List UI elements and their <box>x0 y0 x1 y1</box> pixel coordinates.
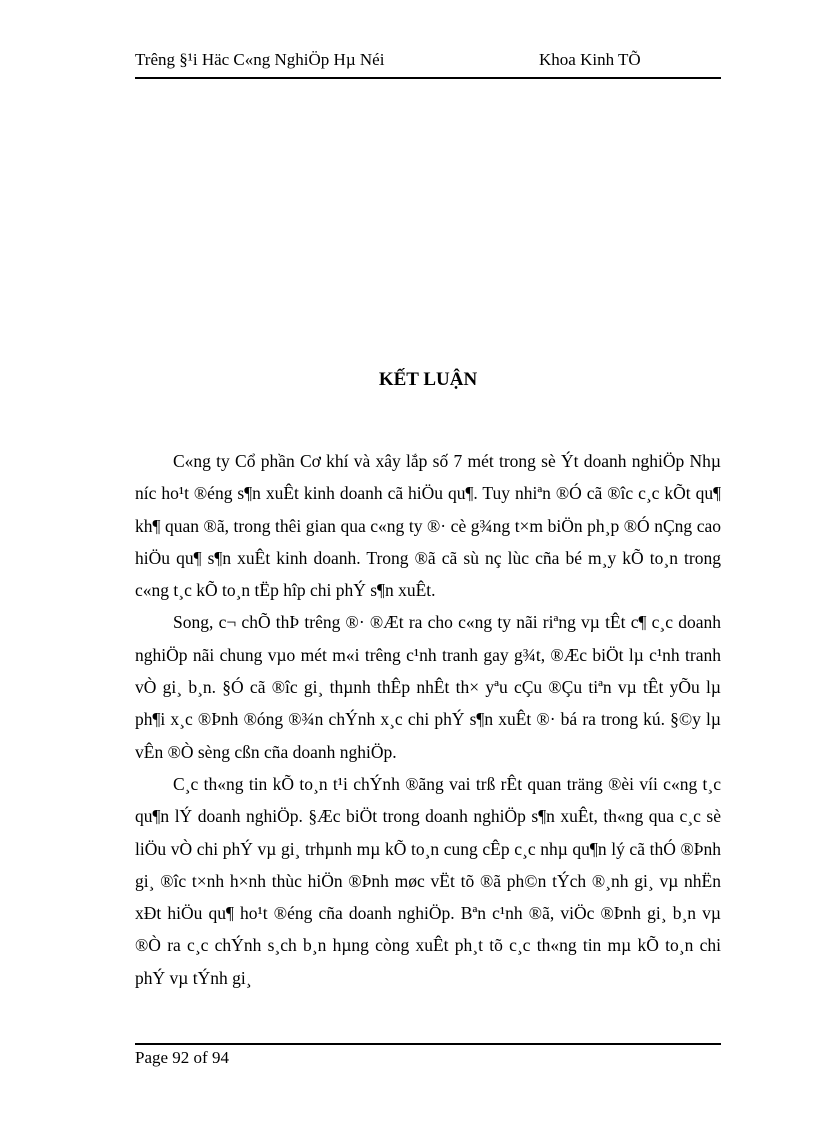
body-text <box>135 445 721 994</box>
header-department: Khoa Kinh TÕ <box>539 50 641 69</box>
paragraph: C¸c th«ng tin kÕ to¸n t¹i chÝnh ®ãng vai trß rÊt quan träng ®èi víi c«ng t¸c qu¶n lÝ doanh nghiÖp. §Æc biÖt trong doanh nghiÖp s¶n xuÊt, th«ng qua c¸c sè liÖu vÒ chi phÝ vµ gi¸ trhµnh mµ kÕ to¸n cung cÊp c¸c nhµ qu¶n lý cã thÓ ®Þnh gi¸ ®îc t×nh h×nh thùc hiÖn ®Þnh møc vËt tõ ®ã ph©n tÝch ®¸nh gi¸ vµ nhËn xÐt hiÖu qu¶ ho¹t ®éng cña doanh nghiÖp. Bªn c¹nh ®ã, viÖc ®Þnh gi¸ b¸n vµ ®Ò ra c¸c chÝnh s¸ch b¸n hµng còng xuÊt ph¸t tõ c¸c th«ng tin mµ kÕ to¸n chi phÝ vµ tÝnh gi¸ <box>135 773 721 988</box>
page-header <box>135 46 721 76</box>
section-title: KẾT LUẬN <box>378 369 478 390</box>
header-divider <box>135 77 721 79</box>
header-institution: Trêng §¹i Häc C«ng NghiÖp Hµ Néi <box>135 50 385 69</box>
paragraph: C«ng ty Cổ phần Cơ khí và xây lắp số 7 mét trong sè Ýt doanh nghiÖp Nhµ níc ho¹t ®éng s¶n xuÊt kinh doanh cã hiÖu qu¶. Tuy nhiªn ®Ó cã ®îc c¸c kÕt qu¶ kh¶ quan ®ã, trong thêi gian qua c«ng ty ®· cè g¾ng t×m biÖn ph¸p ®Ó nÇng cao hiÖu qu¶ s¶n xuÊt kinh doanh. Trong ®ã cã sù nç lùc cña bé m¸y kÕ to¸n trong c«ng t¸c kÕ to¸n tËp hîp chi phÝ s¶n xuÊt. <box>135 451 721 601</box>
paragraph: Song, c¬ chÕ thÞ trêng ®· ®Æt ra cho c«ng ty nãi riªng vµ tÊt c¶ c¸c doanh nghiÖp nãi chung vµo mét m«i trêng c¹nh tranh gay g¾t, ®Æc biÖt lµ c¹nh tranh vÒ gi¸ b¸n. §Ó cã ®îc gi¸ thµnh thÊp nhÊt th× yªu cÇu ®Çu tiªn vµ tÊt yÕu lµ ph¶i x¸c ®Þnh ®óng ®¾n chÝnh x¸c chi phÝ s¶n xuÊt ®· bá ra trong kú. §©y lµ vÊn ®Ò sèng cßn cña doanh nghiÖp. <box>135 612 721 762</box>
page-number: Page 92 of 94 <box>135 1048 229 1067</box>
